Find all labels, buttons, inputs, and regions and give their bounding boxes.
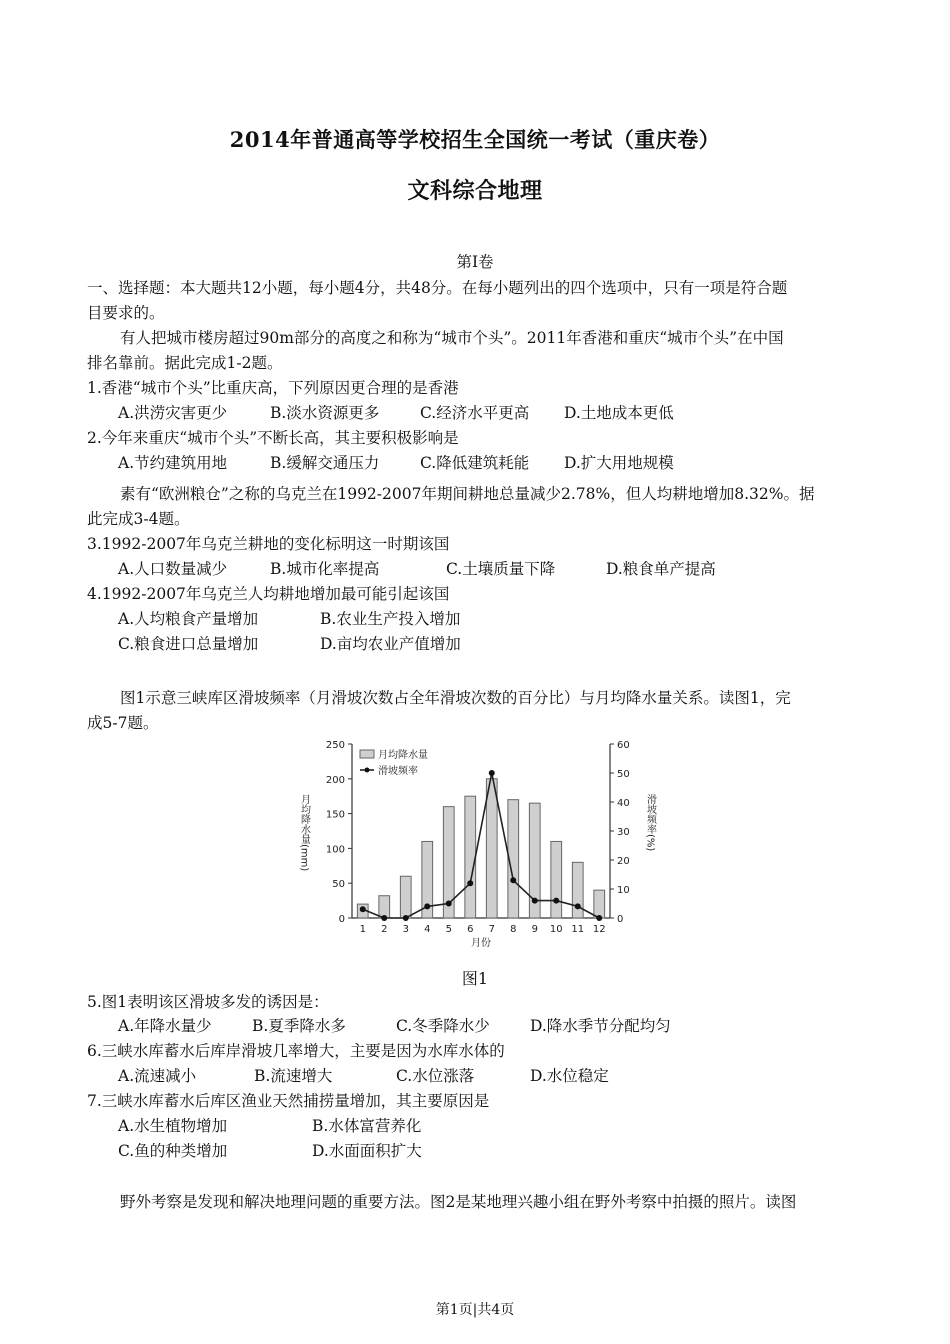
q4-option-a: A.人均粮食产量增加	[118, 610, 259, 628]
instructions-line-2: 目要求的。	[87, 304, 165, 322]
x-tick-label: 6	[467, 924, 474, 935]
landslide-frequency-point	[575, 903, 581, 909]
page-subtitle: 文科综合地理	[407, 178, 543, 204]
q7-option-b: B.水体富营养化	[312, 1117, 422, 1135]
q3-option-d: D.粮食单产提高	[606, 560, 716, 578]
question-7-stem: 7.三峡水库蓄水后库区渔业天然捕捞量增加，其主要原因是	[87, 1092, 490, 1110]
passage-2-line-1: 素有“欧洲粮仓”之称的乌克兰在1992-2007年期间耕地总量减少2.78%，但人均耕地增加8.32%。据	[120, 485, 815, 503]
landslide-frequency-line	[363, 773, 600, 918]
question-2-stem: 2.今年来重庆“城市个头”不断长高，其主要积极影响是	[87, 429, 459, 447]
landslide-frequency-point	[446, 901, 452, 907]
y-axis-label-right: 滑坡频率(%)	[644, 794, 656, 852]
landslide-frequency-point	[553, 898, 559, 904]
landslide-frequency-point	[424, 903, 430, 909]
question-1-stem: 1.香港“城市个头”比重庆高，下列原因更合理的是香港	[87, 379, 459, 397]
landslide-frequency-point	[403, 915, 409, 921]
x-tick-label: 12	[592, 924, 606, 935]
landslide-frequency-point	[467, 880, 473, 886]
q6-option-a: A.流速减小	[118, 1067, 197, 1085]
page-title: 2014年普通高等学校招生全国统一考试（重庆卷）	[229, 127, 721, 152]
q1-option-c: C.经济水平更高	[420, 404, 530, 422]
legend-bar-swatch	[360, 750, 374, 758]
passage-3-line-2: 成5-7题。	[87, 714, 159, 732]
precipitation-bar	[379, 896, 390, 918]
x-tick-label: 9	[531, 924, 538, 935]
question-5-stem: 5.图1表明该区滑坡多发的诱因是：	[87, 993, 329, 1011]
left-tick-label: 100	[325, 844, 345, 856]
q3-option-c: C.土壤质量下降	[446, 560, 556, 578]
q2-option-d: D.扩大用地规模	[564, 454, 674, 472]
q6-option-b: B.流速增大	[254, 1067, 333, 1085]
x-tick-label: 4	[424, 924, 431, 935]
left-tick-label: 250	[325, 740, 345, 751]
question-6-stem: 6.三峡水库蓄水后库岸滑坡几率增大，主要是因为水库水体的	[87, 1042, 505, 1060]
q4-option-c: C.粮食进口总量增加	[118, 635, 259, 653]
x-tick-label: 7	[488, 924, 495, 935]
left-tick-label: 50	[332, 879, 345, 891]
passage-3-line-1: 图1示意三峡库区滑坡频率（月滑坡次数占全年滑坡次数的百分比）与月均降水量关系。读图1，完	[120, 689, 791, 707]
q6-option-c: C.水位涨落	[396, 1067, 475, 1085]
precipitation-bar	[465, 796, 476, 918]
q4-option-b: B.农业生产投入增加	[320, 610, 461, 628]
passage-4-line-1: 野外考察是发现和解决地理问题的重要方法。图2是某地理兴趣小组在野外考察中拍摄的照片。读图	[120, 1193, 797, 1211]
volume-label: 第Ⅰ卷	[456, 253, 494, 271]
passage-1-line-1: 有人把城市楼房超过90m部分的高度之和称为“城市个头”。2011年香港和重庆“城市个头”在中国	[120, 329, 784, 347]
q7-option-c: C.鱼的种类增加	[118, 1142, 228, 1160]
x-tick-label: 8	[510, 924, 517, 935]
instructions-line-1: 一、选择题：本大题共12小题，每小题4分，共48分。在每小题列出的四个选项中，只有一项是符合题	[87, 279, 788, 297]
q5-option-c: C.冬季降水少	[396, 1017, 490, 1035]
x-tick-label: 3	[402, 924, 409, 935]
q3-option-b: B.城市化率提高	[270, 560, 380, 578]
left-tick-label: 150	[325, 809, 345, 821]
landslide-frequency-point	[489, 770, 495, 776]
x-axis-label: 月份	[471, 938, 491, 949]
left-tick-label: 0	[338, 914, 345, 925]
q5-option-b: B.夏季降水多	[252, 1017, 346, 1035]
x-tick-label: 1	[359, 924, 366, 935]
x-tick-label: 10	[549, 924, 563, 935]
precipitation-bar	[486, 779, 497, 918]
q2-option-c: C.降低建筑耗能	[420, 454, 530, 472]
landslide-frequency-point	[532, 898, 538, 904]
right-tick-label: 10	[617, 885, 630, 896]
legend-bar-label: 月均降水量	[378, 750, 428, 761]
question-3-stem: 3.1992-2007年乌克兰耕地的变化标明这一时期该国	[87, 535, 450, 553]
right-tick-label: 40	[617, 798, 630, 809]
x-tick-label: 2	[381, 924, 388, 935]
precipitation-bar	[551, 841, 562, 918]
landslide-frequency-point	[360, 906, 366, 912]
q2-option-a: A.节约建筑用地	[118, 454, 228, 472]
y-axis-label-left: 月均降水量(mm)	[298, 794, 310, 872]
right-tick-label: 0	[617, 914, 624, 925]
page-footer: 第1页|共4页	[435, 1302, 515, 1318]
precipitation-bar	[400, 876, 411, 918]
precipitation-bar	[572, 862, 583, 918]
passage-2-line-2: 此完成3-4题。	[87, 510, 190, 528]
left-tick-label: 200	[325, 774, 345, 786]
q6-option-d: D.水位稳定	[530, 1067, 609, 1085]
right-tick-label: 20	[617, 856, 630, 867]
legend-line-label: 滑坡频率	[378, 766, 418, 777]
precipitation-bar	[594, 890, 605, 918]
legend-line-marker	[365, 768, 370, 773]
q5-option-d: D.降水季节分配均匀	[530, 1017, 671, 1035]
right-tick-label: 60	[617, 740, 630, 751]
q2-option-b: B.缓解交通压力	[270, 454, 380, 472]
q7-option-a: A.水生植物增加	[118, 1117, 228, 1135]
question-4-stem: 4.1992-2007年乌克兰人均耕地增加最可能引起该国	[87, 585, 450, 603]
q3-option-a: A.人口数量减少	[118, 560, 228, 578]
x-tick-label: 11	[571, 924, 585, 935]
right-tick-label: 50	[617, 769, 630, 780]
q1-option-b: B.淡水资源更多	[270, 404, 380, 422]
landslide-frequency-point	[596, 915, 602, 921]
x-tick-label: 5	[445, 924, 452, 935]
passage-1-line-2: 排名靠前。据此完成1-2题。	[87, 354, 283, 372]
figure-1-chart	[292, 734, 664, 956]
q1-option-a: A.洪涝灾害更少	[118, 404, 228, 422]
figure-caption: 图1	[461, 969, 489, 988]
right-tick-label: 30	[617, 827, 630, 838]
q4-option-d: D.亩均农业产值增加	[320, 635, 461, 653]
q1-option-d: D.土地成本更低	[564, 404, 674, 422]
q7-option-d: D.水面面积扩大	[312, 1142, 422, 1160]
landslide-frequency-point	[381, 915, 387, 921]
q5-option-a: A.年降水量少	[118, 1017, 212, 1035]
landslide-frequency-point	[510, 877, 516, 883]
